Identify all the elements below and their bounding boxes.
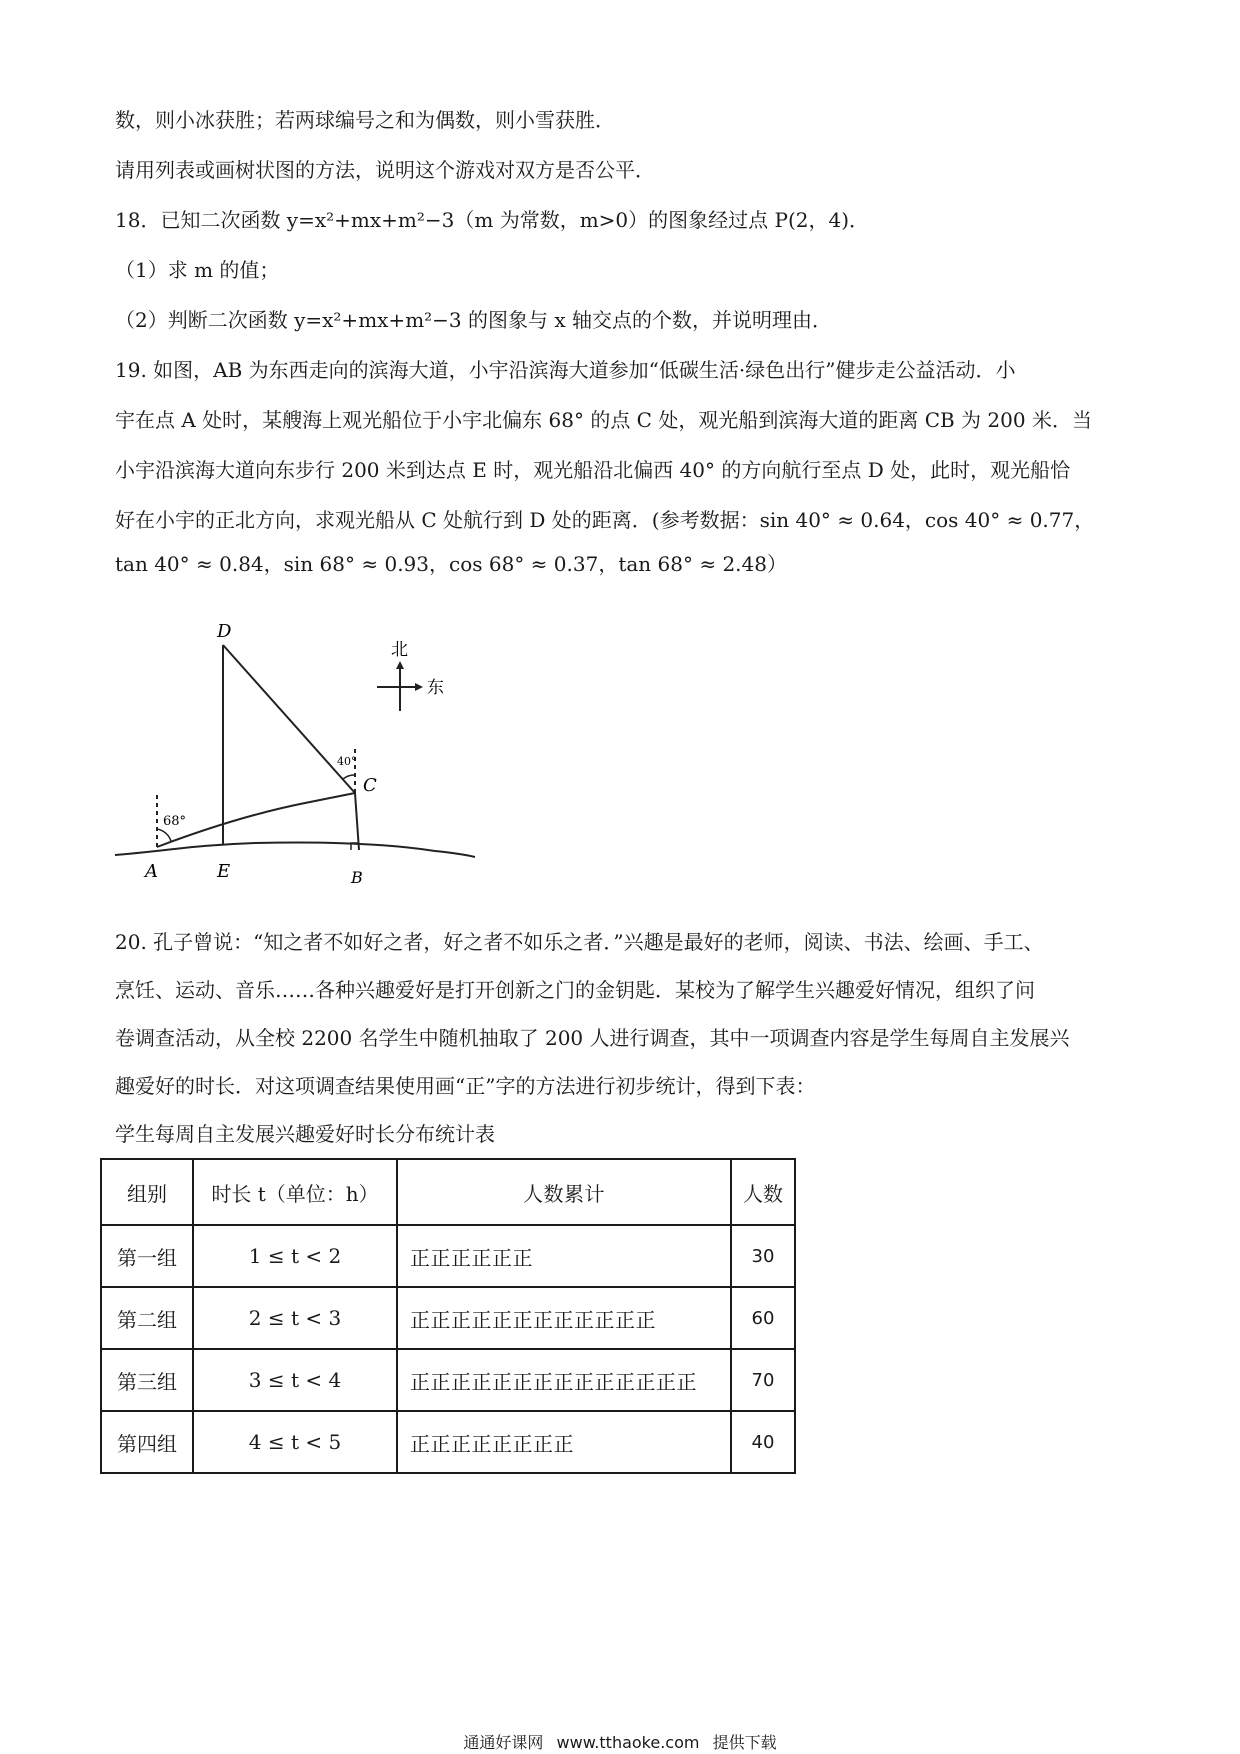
header-tally: 人数累计 [397, 1159, 731, 1225]
geometry-diagram [105, 615, 485, 905]
text-line: 数，则小冰获胜；若两球编号之和为偶数，则小雪获胜． [115, 108, 615, 132]
table-row [101, 1411, 795, 1473]
east-arrow-icon [415, 683, 423, 691]
cell-tally: 正正正正正正正正正正正正正正 [397, 1349, 731, 1411]
label-angle-40: 40° [337, 755, 357, 768]
table-header-row [101, 1159, 795, 1225]
cell-count: 40 [731, 1411, 795, 1473]
text-line: tan 40° ≈ 0.84，sin 68° ≈ 0.93，cos 68° ≈ 0.37，tan 68° ≈ 2.48） [115, 552, 787, 576]
header-count: 人数 [731, 1159, 795, 1225]
cell-group: 第四组 [101, 1411, 193, 1473]
footer-suffix: 提供下载 [712, 1733, 777, 1752]
label-a: A [145, 861, 158, 882]
text-line: 请用列表或画树状图的方法，说明这个游戏对双方是否公平． [115, 158, 655, 182]
label-b: B [351, 868, 363, 887]
cell-group: 第三组 [101, 1349, 193, 1411]
label-angle-68: 68° [163, 814, 187, 829]
segment-dc [223, 645, 355, 793]
cell-range: 3 ≤ t < 4 [193, 1349, 397, 1411]
text-line: 卷调查活动，从全校 2200 名学生中随机抽取了 200 人进行调查，其中一项调查内容是学生每周自主发展兴 [115, 1026, 1070, 1050]
question-18-part-1: （1）求 m 的值； [115, 258, 280, 282]
angle-arc-40 [343, 775, 355, 779]
label-d: D [217, 621, 232, 642]
angle-arc-68 [157, 829, 171, 841]
cell-count: 60 [731, 1287, 795, 1349]
cell-range: 4 ≤ t < 5 [193, 1411, 397, 1473]
text-line: 烹饪、运动、音乐……各种兴趣爱好是打开创新之门的金钥匙．某校为了解学生兴趣爱好情况，组织了问 [115, 978, 1035, 1002]
cell-range: 1 ≤ t < 2 [193, 1225, 397, 1287]
table-title: 学生每周自主发展兴趣爱好时长分布统计表 [115, 1122, 495, 1146]
segment-cb [355, 793, 359, 850]
table-row [101, 1349, 795, 1411]
cell-group: 第一组 [101, 1225, 193, 1287]
text-line: 宇在点 A 处时，某艘海上观光船位于小宇北偏东 68° 的点 C 处，观光船到滨海大道的距离 CB 为 200 米．当 [115, 408, 1092, 432]
label-e: E [217, 861, 231, 882]
cell-range: 2 ≤ t < 3 [193, 1287, 397, 1349]
segment-ac [157, 793, 355, 847]
page-footer [0, 1733, 1240, 1753]
footer-site-name: 通通好课网 [463, 1733, 544, 1752]
cell-tally: 正正正正正正正正正正正正 [397, 1287, 731, 1349]
north-arrow-icon [396, 661, 404, 669]
header-range: 时长 t（单位：h） [193, 1159, 397, 1225]
header-group: 组别 [101, 1159, 193, 1225]
cell-count: 70 [731, 1349, 795, 1411]
footer-url[interactable]: www.tthaoke.com [556, 1733, 700, 1752]
question-18-part-2: （2）判断二次函数 y=x²+mx+m²−3 的图象与 x 轴交点的个数，并说明理由． [115, 308, 833, 332]
table-row [101, 1225, 795, 1287]
question-18: 18．已知二次函数 y=x²+mx+m²−3（m 为常数，m>0）的图象经过点 P(2，4)． [115, 208, 870, 232]
question-20: 20. 孔子曾说：“知之者不如好之者，好之者不如乐之者．”兴趣是最好的老师，阅读、书法、绘画、手工、 [115, 930, 1044, 954]
text-line: 小宇沿滨海大道向东步行 200 米到达点 E 时，观光船沿北偏西 40° 的方向航行至点 D 处，此时，观光船恰 [115, 458, 1071, 482]
table-row [101, 1287, 795, 1349]
compass-east-label: 东 [427, 678, 444, 698]
cell-count: 30 [731, 1225, 795, 1287]
text-line: 趣爱好的时长．对这项调查结果使用画“正”字的方法进行初步统计，得到下表： [115, 1074, 816, 1098]
text-line: 好在小宇的正北方向，求观光船从 C 处航行到 D 处的距离．(参考数据：sin 40° ≈ 0.64，cos 40° ≈ 0.77， [115, 508, 1095, 532]
stats-table [100, 1158, 796, 1474]
cell-group: 第二组 [101, 1287, 193, 1349]
cell-tally: 正正正正正正正正 [397, 1411, 731, 1473]
coast-road [115, 842, 475, 857]
cell-tally: 正正正正正正 [397, 1225, 731, 1287]
label-c: C [363, 775, 377, 796]
compass-north-label: 北 [391, 640, 408, 660]
question-19: 19. 如图，AB 为东西走向的滨海大道，小宇沿滨海大道参加“低碳生活·绿色出行”健步走公益活动．小 [115, 358, 1016, 382]
